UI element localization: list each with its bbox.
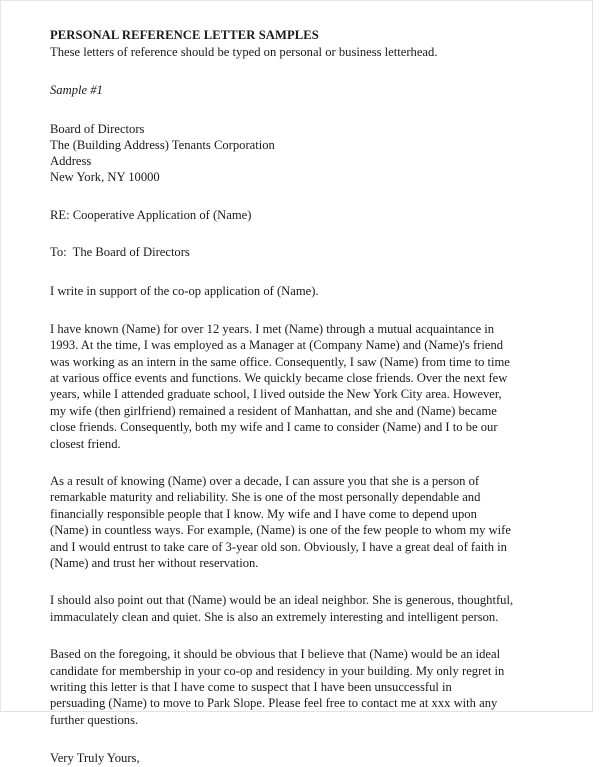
paragraph-line: was working as an intern in the same office. Consequently, I saw (Name) from time to time <box>50 354 510 369</box>
paragraph-line: remarkable maturity and reliability. She is one of the most personally dependable and <box>50 490 481 505</box>
paragraph-line: I have known (Name) for over 12 years. I met (Name) through a mutual acquaintance in <box>50 321 495 336</box>
address-line: Address <box>50 154 92 169</box>
paragraph-line: (Name) and trust her without reservation. <box>50 555 259 570</box>
paragraph-line: close friends. Consequently, both my wife and I came to consider (Name) and I to be our <box>50 420 498 435</box>
paragraph-line: immaculately clean and quiet. She is also an extremely interesting and intelligent person. <box>50 609 499 624</box>
subject-line: RE: Cooperative Application of (Name) <box>50 207 252 222</box>
paragraph-line: I write in support of the co-op application of (Name). <box>50 284 319 299</box>
letter-paragraph <box>50 321 524 452</box>
paragraph-line: Based on the foregoing, it should be obvious that I believe that (Name) would be an ideal <box>50 647 501 662</box>
paragraph-line: years, while I attended graduate school, I lived outside the New York City area. However, <box>50 387 502 402</box>
page-subtitle: These letters of reference should be typed on personal or business letterhead. <box>50 44 438 59</box>
paragraph-line: 1993. At the time, I was employed as a Manager at (Company Name) and (Name)'s friend <box>50 338 504 353</box>
paragraph-line: closest friend. <box>50 436 121 451</box>
letter-paragraph <box>50 473 524 571</box>
paragraph-line: I should also point out that (Name) would be an ideal neighbor. She is generous, thoughtful, <box>50 593 514 608</box>
address-line: The (Building Address) Tenants Corporation <box>50 137 275 152</box>
paragraph-line: writing this letter is that I have come to suspect that I have been unsuccessful in <box>50 680 452 694</box>
letter-paragraph <box>50 592 524 625</box>
page-title: PERSONAL REFERENCE LETTER SAMPLES <box>50 28 319 42</box>
paragraph-line: further questions. <box>50 712 139 727</box>
paragraph-line: persuading (Name) to move to Park Slope. Please feel free to contact me at xxx with any <box>50 696 498 711</box>
sample-label: Sample #1 <box>50 83 103 97</box>
salutation: To: The Board of Directors <box>50 244 190 259</box>
address-line: Board of Directors <box>50 121 145 136</box>
paragraph-line: financially responsible people that I know. My wife and I have come to depend upon <box>50 506 477 521</box>
paragraph-line: (Name) in countless ways. For example, (Name) is one of the few people to whom my wife <box>50 523 511 538</box>
paragraph-line: at various office events and functions. We quickly became close friends. Over the next few <box>50 370 508 385</box>
paragraph-line: As a result of knowing (Name) over a decade, I can assure you that she is a person of <box>50 473 480 488</box>
closing-line: Very Truly Yours, <box>50 751 140 766</box>
paragraph-line: my wife (then girlfriend) remained a resident of Manhattan, and she and (Name) became <box>50 403 497 418</box>
paragraph-line: and I would entrust to take care of 3-year old son. Obviously, I have a great deal of faith in <box>50 539 507 554</box>
paragraph-line: candidate for membership in your co-op and residency in your building. My only regret in <box>50 663 505 678</box>
letter-paragraph <box>50 283 524 299</box>
recipient-address-block <box>50 121 524 186</box>
address-line: New York, NY 10000 <box>50 170 160 185</box>
letter-paragraph <box>50 646 524 728</box>
